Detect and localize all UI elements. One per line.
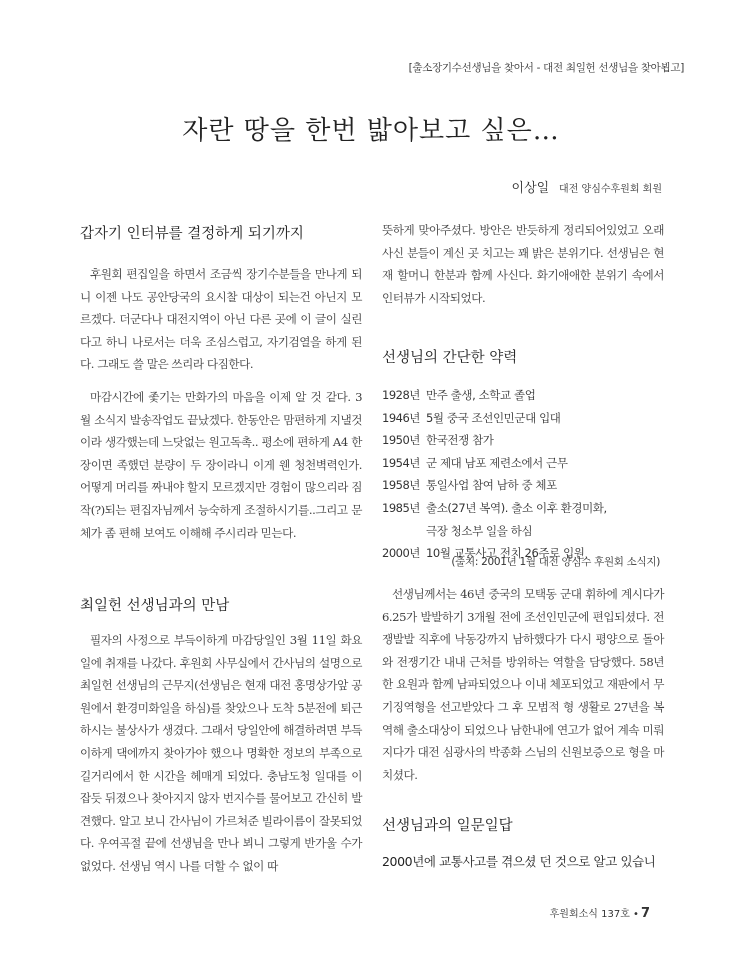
paragraph-meeting-text: 필자의 사정으로 부득이하게 마감당일인 3월 11일 화요일에 취재를 나갔다. 후원회 사무실에서 간사님의 설명으로 최일헌 선생님의 근무지(선생님은 현재 대전 홍명상가앞 공원에서 환경미화일을 하심)를 찾았으나 도착 5분전에 퇴근하시는 불상사가 생겼다. 그래서 당일안에 해결하려면 부득이하게 댁에까지 찾아가야 했으나 명확한 정보의 부족으로 길거리에서 한 시간을 헤매게 되었다. 충남도청 일대를 이잡듯 뒤졌으나 찾아지지 않자 번지수를 물어보고 간신히 발견했다. 알고 보니 간사님이 가르쳐준 빌라이름이 잘못되었다. 우여곡절 끝에 선생님을 만나 뵈니 그렇게 반가울 수가 없었다. 선생님 역시 나를 더할 수 없이 따 (80, 633, 362, 873)
timeline-event: 군 제대 남포 제련소에서 근무 (426, 455, 568, 470)
timeline-event: 5월 중국 조선인민군대 입대 (426, 410, 561, 425)
paragraph-greeting-continued: 뜻하게 맞아주셨다. 방안은 반듯하게 정리되어있었고 오래 사신 분들이 계신 곳 치고는 꽤 밝은 분위기다. 선생님은 현재 할머니 한분과 함께 사신다. 화기애애한 분위기 속에서 인터뷰가 시작되었다. (382, 223, 664, 305)
timeline-event: 한국전쟁 참가 (426, 433, 494, 448)
paragraph-intro (80, 263, 362, 376)
timeline-row (382, 407, 682, 430)
timeline-event: 통일사업 참여 남하 중 체포 (426, 478, 557, 493)
timeline-row (382, 520, 682, 543)
timeline-year: 1954년 (382, 455, 420, 470)
timeline-event: 10월 교통사고 전치 26주로 입원 (426, 546, 585, 561)
paragraph-deadline-text: 마감시간에 좇기는 만화가의 마음을 이제 알 것 같다. 3월 소식지 발송작업도 끝났겠다. 한동안은 맘편하게 지낼것이라 생각했는데 느닷없는 원고독촉.. 평소에 편하게 A4 한 장이면 족했던 분량이 두 장이라니 이게 웬 청천벽력인가. 어떻게 머리를 짜내야 할지 모르겠지만 경험이 많으리라 짐작(?)되는 편집자님께서 능숙하게 조절하시기를..그리고 문체가 좀 편해 보여도 이해해 주시리라 믿는다. (80, 390, 362, 540)
timeline-event: 만주 출생, 소학교 졸업 (426, 388, 536, 402)
timeline-year: 1985년 (382, 500, 420, 515)
paragraph-meeting (80, 629, 362, 878)
running-header: [출소장기수선생님을 찾아서 - 대전 최일헌 선생님을 찾아뵙고] (408, 62, 684, 74)
timeline-event: 극장 청소부 일을 하심 (426, 523, 533, 538)
page-footer (550, 905, 650, 921)
timeline-year: 1946년 (382, 410, 420, 425)
qa-question: 2000년에 교통사고를 겪으셨 던 것으로 알고 있습니 (382, 854, 656, 869)
paragraph-history (382, 583, 664, 786)
section-heading-biography: 선생님의 간단한 약력 (382, 350, 518, 366)
biography-timeline (382, 384, 682, 565)
timeline-row (382, 452, 682, 475)
timeline-row (382, 497, 682, 520)
page-number: 7 (640, 906, 650, 921)
byline (512, 177, 662, 196)
paragraph-intro-text: 후원회 편집일을 하면서 조금씩 장기수분들을 만나게 되니 이젠 나도 공안당국의 요시찰 대상이 되는건 아닌지 모르겠다. 더군다나 대전지역이 아닌 다른 곳에 이 글이 실린다고 하니 나로서는 더욱 조심스럽고, 자기검열을 하게 된다. 그래도 쓸 말은 쓰리라 다짐한다. (80, 267, 362, 372)
footer-label: 후원회소식 137호 • (549, 909, 639, 920)
section-heading-interview-decision: 갑자기 인터뷰를 결정하게 되기까지 (80, 226, 304, 242)
timeline-year: 1950년 (382, 433, 420, 448)
timeline-row (382, 474, 682, 497)
timeline-event: 출소(27년 복역). 출소 이후 환경미화, (426, 500, 607, 515)
timeline-year (382, 520, 426, 543)
timeline-year: 1928년 (382, 388, 420, 402)
section-heading-qa: 선생님과의 일문일답 (382, 818, 513, 834)
timeline-year: 2000년 (382, 546, 420, 561)
author-name: 이상일 (511, 181, 550, 196)
timeline-source: (출처: 2001년 1월 대전 양심수 후원회 소식지) (451, 556, 660, 568)
author-affiliation: 대전 양심수후원회 회원 (559, 184, 662, 195)
article-title: 자란 땅을 한번 밟아보고 싶은… (182, 116, 560, 146)
section-heading-meeting: 최일헌 선생님과의 만남 (80, 598, 230, 614)
timeline-row (382, 429, 682, 452)
paragraph-history-text: 선생님께서는 46년 중국의 모택동 군대 휘하에 계시다가 6.25가 발발하기 3개월 전에 조선인민군에 편입되셨다. 전쟁발발 직후에 낙동강까지 남하했다가 다시 평양으로 돌아와 전쟁기간 내내 근처를 방위하는 역할을 담당했다. 58년 한 요원과 함께 남파되었으나 이내 체포되었고 재판에서 무기징역형을 선고받았다 그 후 모범적 형 생활로 27년을 복역해 출소대상이 되었으나 남한내에 연고가 없어 계속 미뤄지다가 대전 심광사의 박종화 스님의 신원보증으로 형을 마치셨다. (382, 587, 664, 782)
timeline-year: 1958년 (382, 478, 420, 493)
timeline-row (382, 384, 682, 407)
paragraph-deadline (80, 386, 362, 544)
